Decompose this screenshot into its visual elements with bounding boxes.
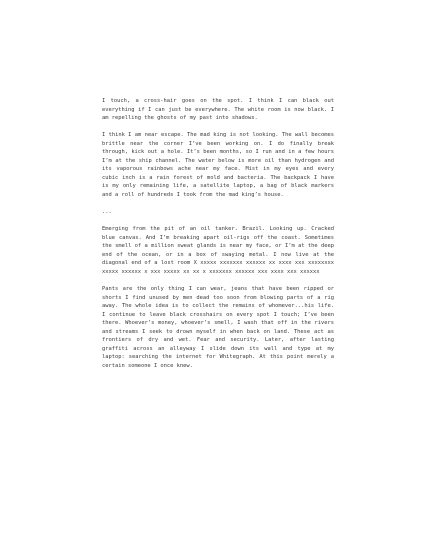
section-break-ellipsis: ... bbox=[102, 209, 112, 216]
paragraph-escape: I think I am near escape. The mad king is not looking. The wall becomes brittle near the corner I’ve been working on. I do finally break through, kick out a hole. It’s been months, so I run and in a few hours I’m at the ship channel. The water below is more oil than hydrogen and its vaporous rainbows ache near my face. Mist in my eyes and every cubic inch is a rain forest of mold and bacteria. The backpack I have is my only remaining life, a satellite laptop, a bag of black markers and a roll of hundreds I took from the mad king’s house. bbox=[102, 132, 334, 199]
document-body bbox=[102, 97, 334, 379]
paragraph-oil-tanker: Emerging from the pit of an oil tanker. Brazil. Looking up. Cracked blue canvas. And I’m breaking apart oil-rigs off the coast. Sometimes the smell of a million sweat glands is near my face, or I’m at the deep end of the ocean, or in a box of swaying metal. I now live at the diagonal end of a lost room X xxxxx xxxxxxx xxxxxx xx xxxx xxx xxxxxxxx xxxxx xxxxxx x xxx xxxxx xx xx x xxxxxxx xxxxxx xxx xxxx xxx xxxxxx bbox=[102, 226, 334, 275]
paragraph-crosshair: I touch, a cross-hair goes on the spot. I think I can black out everything if I can just be everywhere. The white room is now black. I am repelling the ghosts of my past into shadows. bbox=[102, 98, 334, 122]
paragraph-pants: Pants are the only thing I can wear, jeans that have been ripped or shorts I find unused by men dead too soon from blowing parts of a rig away. The whole idea is to collect the remains of whomever...his life. I continue to leave black crosshairs on every spot I touch; I’ve been there. Whoever’s money, whoever’s smell, I wash that off in the rivers and streams I seek to drown myself in when back on land. These act as frontiers of dry and wet. Fear and security. Later, after lasting graffiti across an alleyway I slide down its wall and type at my laptop: searching the internet for Whitegraph. At this point merely a certain someone I once knew. bbox=[102, 286, 334, 369]
